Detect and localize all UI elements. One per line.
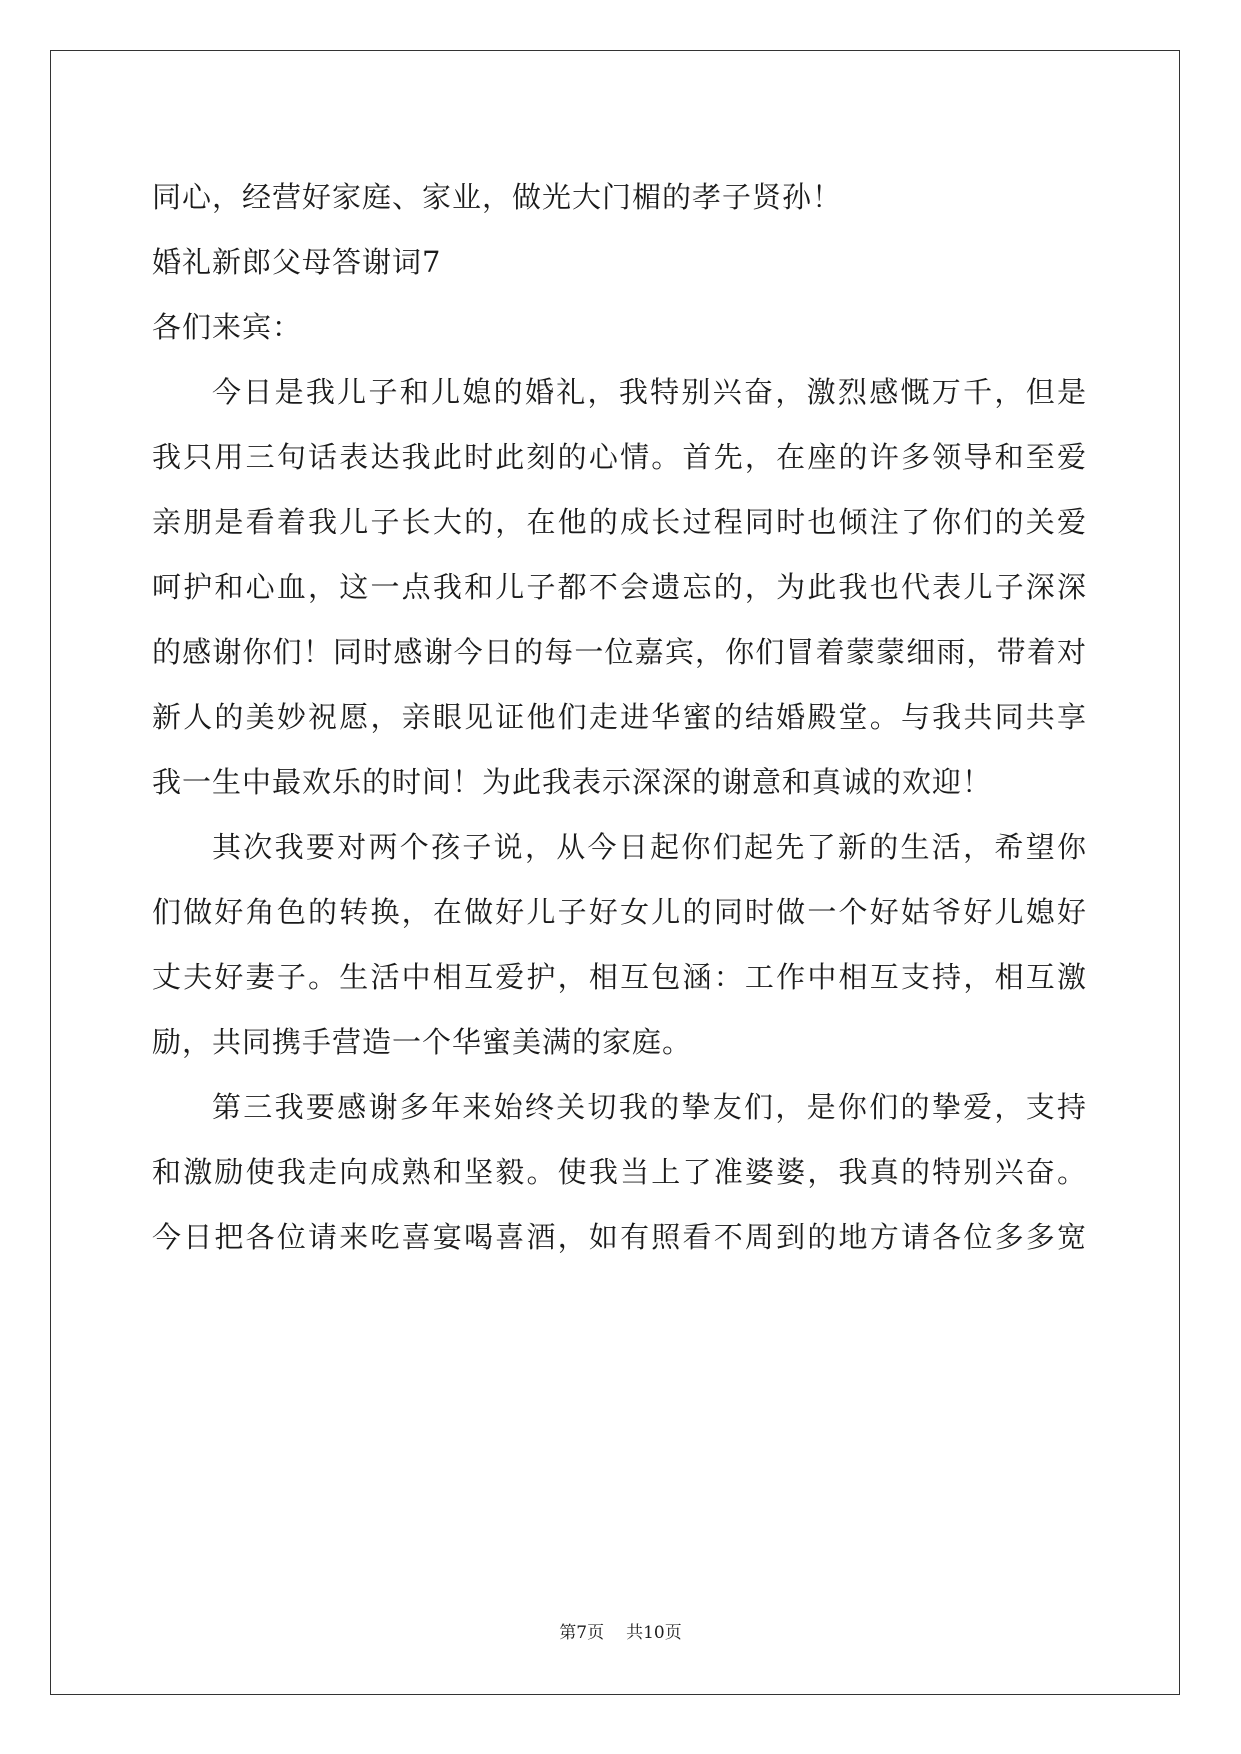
- section-heading: 婚礼新郎父母答谢词7: [152, 245, 442, 279]
- text-line: 今日把各位请来吃喜宴喝喜酒，如有照看不周到的地方请各位多多宽: [152, 1220, 1087, 1254]
- text-line: 和激励使我走向成熟和坚毅。使我当上了准婆婆，我真的特别兴奋。: [152, 1155, 1087, 1189]
- text-line: 呵护和心血，这一点我和儿子都不会遗忘的，为此我也代表儿子深深: [152, 570, 1087, 604]
- page-total: 共10页: [626, 1623, 682, 1643]
- text-line: 今日是我儿子和儿媳的婚礼，我特别兴奋，激烈感慨万千，但是: [212, 375, 1087, 409]
- text-line: 其次我要对两个孩子说，从今日起你们起先了新的生活，希望你: [212, 830, 1087, 864]
- document-body: [152, 165, 1087, 1270]
- text-line: 我一生中最欢乐的时间！为此我表示深深的谢意和真诚的欢迎！: [152, 765, 993, 799]
- text-line: 的感谢你们！同时感谢今日的每一位嘉宾，你们冒着蒙蒙细雨，带着对: [152, 635, 1087, 669]
- text-line: 亲朋是看着我儿子长大的，在他的成长过程同时也倾注了你们的关爱: [152, 505, 1087, 539]
- page-number: 第7页: [559, 1623, 605, 1643]
- text-line: 励，共同携手营造一个华蜜美满的家庭。: [152, 1025, 693, 1059]
- page-footer: [0, 1618, 1241, 1643]
- text-line: 们做好角色的转换，在做好儿子好女儿的同时做一个好姑爷好儿媳好: [152, 895, 1087, 929]
- text-line: 丈夫好妻子。生活中相互爱护，相互包涵：工作中相互支持，相互激: [152, 960, 1087, 994]
- text-line: 我只用三句话表达我此时此刻的心情。首先，在座的许多领导和至爱: [152, 440, 1087, 474]
- salutation: 各们来宾：: [152, 310, 303, 344]
- text-line: 第三我要感谢多年来始终关切我的挚友们，是你们的挚爱，支持: [212, 1090, 1087, 1124]
- text-line: 新人的美妙祝愿，亲眼见证他们走进华蜜的结婚殿堂。与我共同共享: [152, 700, 1087, 734]
- text-line: 同心，经营好家庭、家业，做光大门楣的孝子贤孙！: [152, 180, 843, 214]
